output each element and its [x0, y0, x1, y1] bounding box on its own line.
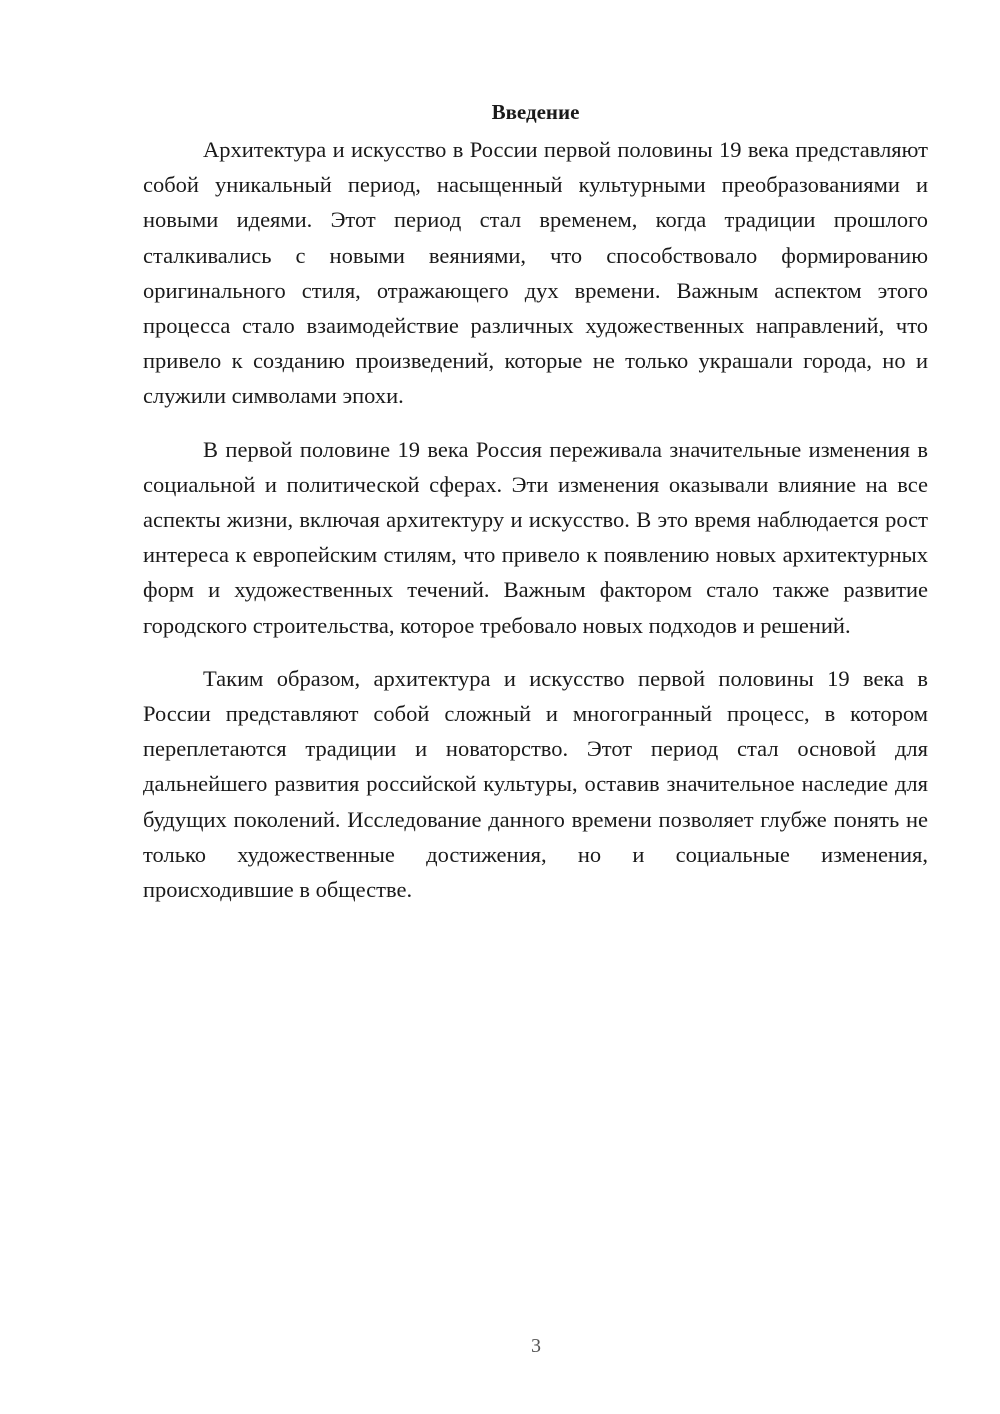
- page-number: 3: [531, 1335, 541, 1357]
- paragraph-2: В первой половине 19 века Россия переживала значительные изменения в социальной и политической сферах. Эти изменения оказывали влияние на все аспекты жизни, включая архитектуру и искусство. В это время наблюдается рост интереса к европейским стилям, что привело к появлению новых архитектурных форм и художественных течений. Важным фактором стало также развитие городского строительства, которое требовало новых подходов и решений.: [143, 436, 928, 638]
- page-content: [143, 98, 928, 925]
- paragraph-3: Таким образом, архитектура и искусство первой половины 19 века в России представляют собой сложный и многогранный процесс, в котором переплетаются традиции и новаторство. Этот период стал основой для дальнейшего развития российской культуры, оставив значительное наследие для будущих поколений. Исследование данного времени позволяет глубже понять не только художественные достижения, но и социальные изменения, происходившие в обществе.: [143, 665, 928, 903]
- paragraph-1: Архитектура и искусство в России первой половины 19 века представляют собой уникальный период, насыщенный культурными преобразованиями и новыми идеями. Этот период стал временем, когда традиции прошлого сталкивались с новыми веяниями, что способствовало формированию оригинального стиля, отражающего дух времени. Важным аспектом этого процесса стало взаимодействие различных художественных направлений, что привело к созданию произведений, которые не только украшали города, но и служили символами эпохи.: [143, 137, 928, 409]
- section-title: Введение: [491, 100, 580, 124]
